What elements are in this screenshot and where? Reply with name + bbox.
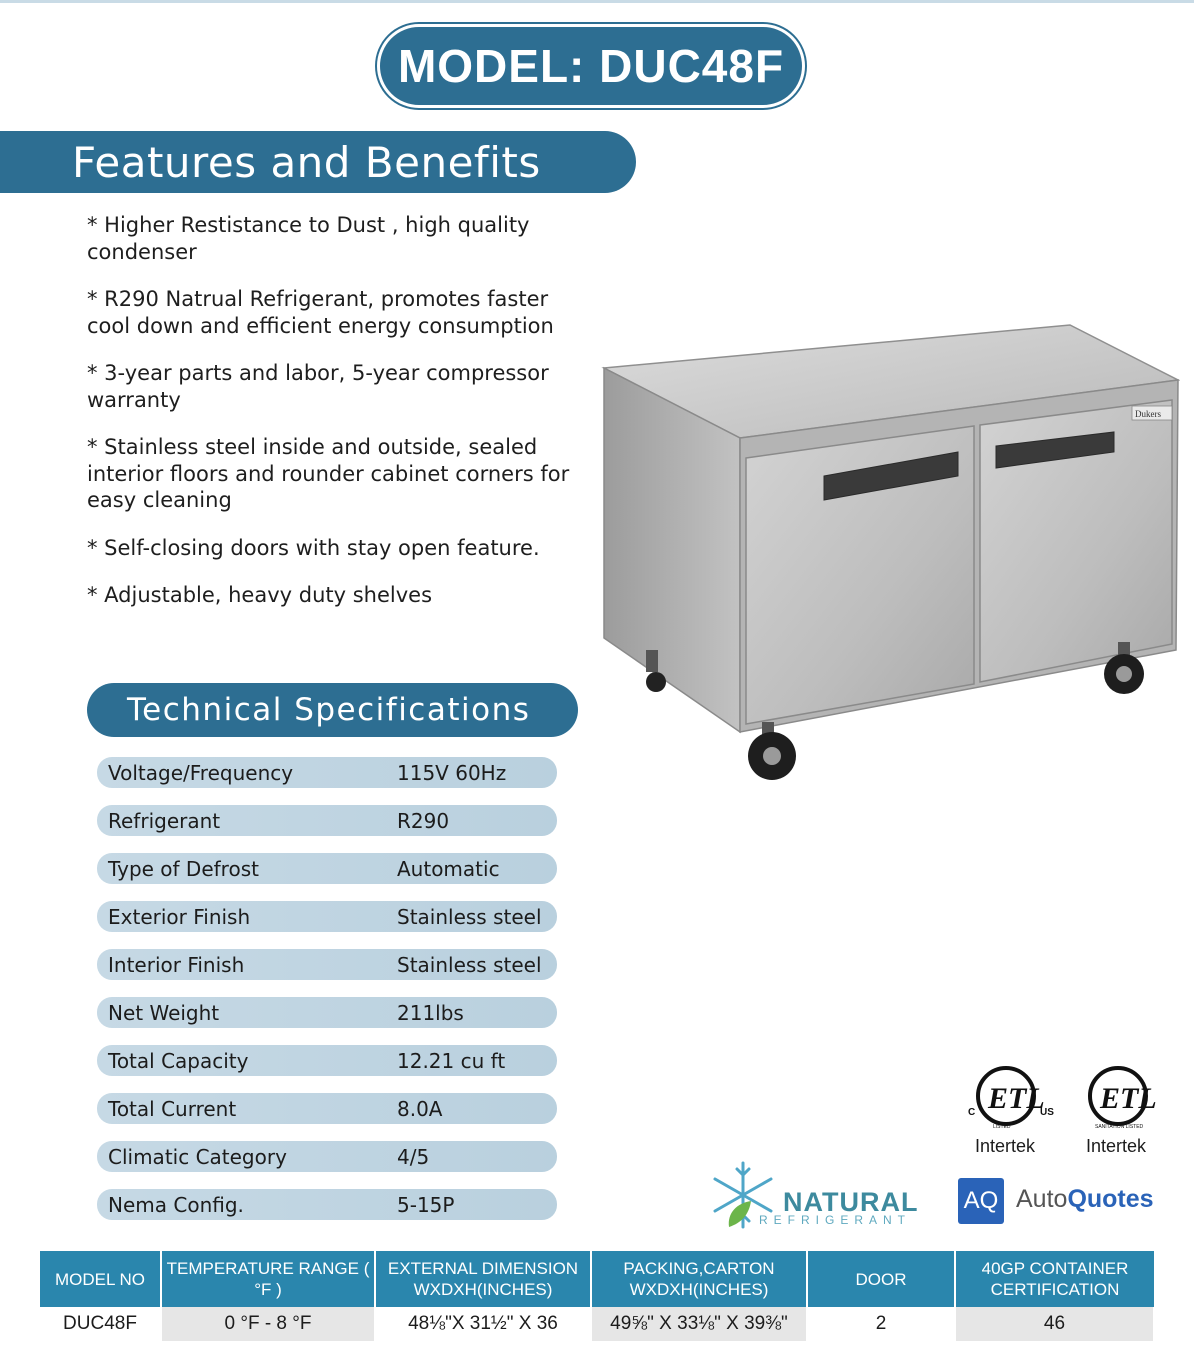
spec-value: 4/5 xyxy=(397,1144,430,1169)
spec-value: 5-15P xyxy=(397,1192,455,1217)
intertek-label: Intertek xyxy=(975,1136,1036,1156)
etl-c-text: C xyxy=(968,1107,976,1118)
feature-item: * Stainless steel inside and outside, sealed interior floors and rounder cabinet corners for easy cleaning xyxy=(87,435,570,512)
header-temperature: TEMPERATURE RANGE ( °F ) xyxy=(161,1251,375,1307)
cell-model-no: DUC48F xyxy=(40,1307,161,1341)
spec-label: Total Capacity xyxy=(108,1048,249,1073)
refrigerant-word: REFRIGERANT xyxy=(759,1213,912,1227)
cell-container: 46 xyxy=(955,1307,1154,1341)
spec-label: Net Weight xyxy=(108,1000,220,1025)
spec-value: 211lbs xyxy=(397,1000,464,1025)
etl-mark-text: ETL xyxy=(1100,1082,1157,1115)
etl-ring-text: LISTED xyxy=(993,1124,1011,1130)
feature-item: * Self-closing doors with stay open feature. xyxy=(87,535,540,560)
spec-label: Exterior Finish xyxy=(108,904,251,929)
cell-temperature: 0 °F - 8 °F xyxy=(161,1307,375,1341)
spec-label: Total Current xyxy=(108,1096,237,1121)
spec-row xyxy=(97,805,557,836)
header-model-no: MODEL NO xyxy=(40,1251,161,1307)
cell-door: 2 xyxy=(807,1307,955,1341)
etl-ring-text: SANITATION LISTED xyxy=(1095,1124,1144,1130)
summary-table xyxy=(40,1251,1155,1341)
spec-value: R290 xyxy=(397,808,450,833)
header-external-dimension: EXTERNAL DIMENSION WXDXH(INCHES) xyxy=(375,1251,591,1307)
autoquotes-bold: Quotes xyxy=(1067,1185,1154,1213)
spec-value: Stainless steel xyxy=(397,904,542,929)
spec-row xyxy=(97,757,557,788)
autoquotes-wordmark xyxy=(1016,1185,1154,1214)
intertek-label: Intertek xyxy=(1086,1136,1147,1156)
cell-external-dimension: 48⅛"X 31½" X 36 xyxy=(375,1307,591,1341)
feature-item: * Higher Restistance to Dust , high quality condenser xyxy=(87,213,530,264)
spec-row xyxy=(97,997,557,1028)
features-list xyxy=(87,212,587,630)
specs-heading: Technical Specifications xyxy=(87,683,578,737)
summary-data-row xyxy=(40,1307,1154,1341)
spec-value: 8.0A xyxy=(397,1096,443,1121)
spec-row xyxy=(97,1141,557,1172)
etl-listed-icon xyxy=(966,1063,1056,1133)
feature-item: * R290 Natrual Refrigerant, promotes faster cool down and efficient energy consumption xyxy=(87,287,554,338)
header-door: DOOR xyxy=(807,1251,955,1307)
natural-refrigerant-logo xyxy=(703,1157,943,1235)
autoquotes-plain: Auto xyxy=(1016,1185,1068,1213)
spec-row xyxy=(97,1093,557,1124)
etl-sanitation-icon xyxy=(1080,1063,1160,1133)
features-heading: Features and Benefits xyxy=(0,131,636,193)
spec-label: Voltage/Frequency xyxy=(108,760,294,785)
top-rule xyxy=(0,0,1194,3)
spec-label: Climatic Category xyxy=(108,1144,287,1169)
etl-mark-text: ETL xyxy=(988,1082,1045,1115)
spec-table xyxy=(97,757,557,1237)
etl-us-text: US xyxy=(1040,1107,1054,1118)
header-container: 40GP CONTAINER CERTIFICATION xyxy=(955,1251,1154,1307)
spec-row xyxy=(97,1189,557,1220)
spec-label: Refrigerant xyxy=(108,808,221,833)
spec-value: Automatic xyxy=(397,856,500,881)
spec-value: Stainless steel xyxy=(397,952,542,977)
brand-badge-text: Dukers xyxy=(1135,409,1161,419)
spec-label: Interior Finish xyxy=(108,952,245,977)
spec-value: 12.21 cu ft xyxy=(397,1048,506,1073)
spec-value: 115V 60Hz xyxy=(397,760,507,785)
header-packing-carton: PACKING,CARTON WXDXH(INCHES) xyxy=(591,1251,807,1307)
feature-item: * Adjustable, heavy duty shelves xyxy=(87,583,433,607)
feature-item: * 3-year parts and labor, 5-year compressor warranty xyxy=(87,361,549,412)
model-title: MODEL: DUC48F xyxy=(377,24,805,108)
spec-row xyxy=(97,901,557,932)
spec-label: Nema Config. xyxy=(108,1192,244,1217)
spec-row xyxy=(97,1045,557,1076)
summary-header-row xyxy=(40,1251,1154,1307)
autoquotes-icon: AQ xyxy=(958,1178,1004,1224)
natural-word: NATURAL xyxy=(783,1187,919,1217)
product-image xyxy=(600,320,1180,790)
spec-label: Type of Defrost xyxy=(108,856,259,881)
cell-packing-carton: 49⅝" X 33⅛" X 39⅜" xyxy=(591,1307,807,1341)
spec-row xyxy=(97,949,557,980)
spec-row xyxy=(97,853,557,884)
